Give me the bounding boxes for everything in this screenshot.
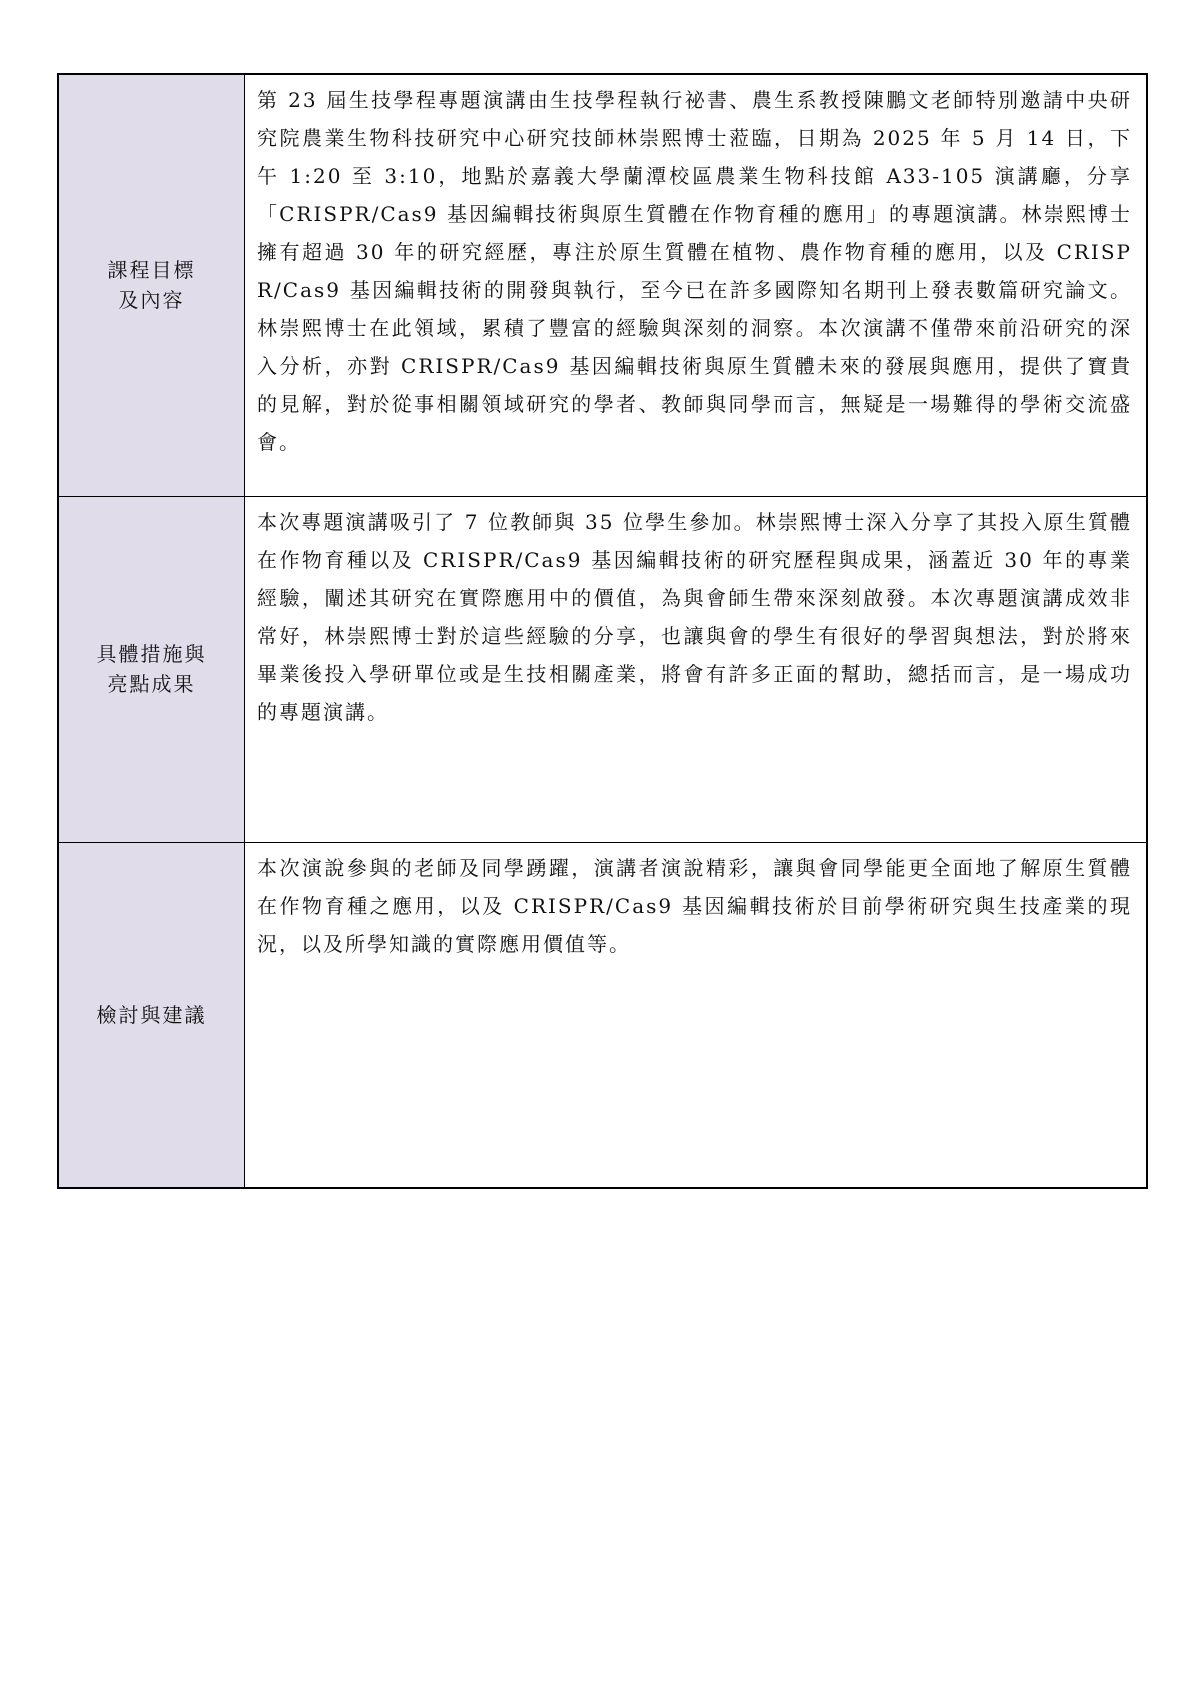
row-label-cell: [58, 842, 245, 1188]
report-table: [57, 73, 1148, 1189]
table-row-objectives: [58, 74, 1147, 496]
table-row-outcomes: [58, 496, 1147, 842]
row-content-cell: [245, 842, 1148, 1188]
row-content-outcomes: 本次專題演講吸引了 7 位教師與 35 位學生參加。林崇熙博士深入分享了其投入原生質體在作物育種以及 CRISPR/Cas9 基因編輯技術的研究歷程與成果，涵蓋近 30 年的專業經驗，闡述其研究在實際應用中的價值，為與會師生帶來深刻啟發。本次專題演講成效非常好，林崇熙博士對於這些經驗的分享，也讓與會的學生有很好的學習與想法，對於將來畢業後投入學研單位或是生技相關產業，將會有許多正面的幫助，總括而言，是一場成功的專題演講。: [257, 509, 1132, 724]
row-content-review: 本次演說參與的老師及同學踴躍，演講者演說精彩，讓與會同學能更全面地了解原生質體在作物育種之應用，以及 CRISPR/Cas9 基因編輯技術於目前學術研究與生技產業的現況，以及所學知識的實際應用價值等。: [257, 855, 1132, 956]
table-row-review: [58, 842, 1147, 1188]
row-content-objectives: 第 23 屆生技學程專題演講由生技學程執行祕書、農生系教授陳鵬文老師特別邀請中央研究院農業生物科技研究中心研究技師林崇熙博士蒞臨，日期為 2025 年 5 月 14 日，下午 1:20 至 3:10，地點於嘉義大學蘭潭校區農業生物科技館 A33-105 演講廳，分享「CRISPR/Cas9 基因編輯技術與原生質體在作物育種的應用」的專題演講。林崇熙博士擁有超過 30 年的研究經歷，專注於原生質體在植物、農作物育種的應用，以及 CRISPR/Cas9 基因編輯技術的開發與執行，至今已在許多國際知名期刊上發表數篇研究論文。林崇熙博士在此領域，累積了豐富的經驗與深刻的洞察。本次演講不僅帶來前沿研究的深入分析，亦對 CRISPR/Cas9 基因編輯技術與原生質體未來的發展與應用，提供了寶貴的見解，對於從事相關領域研究的學者、教師與同學而言，無疑是一場難得的學術交流盛會。: [257, 88, 1132, 454]
row-label-review: 檢討與建議: [96, 1002, 207, 1027]
row-content-cell: [245, 496, 1148, 842]
row-label-cell: [58, 74, 245, 496]
row-label-cell: [58, 496, 245, 842]
row-label-objectives: 課程目標 及內容: [107, 258, 196, 313]
row-label-outcomes: 具體措施與 亮點成果: [96, 642, 207, 696]
row-content-cell: [245, 74, 1148, 496]
